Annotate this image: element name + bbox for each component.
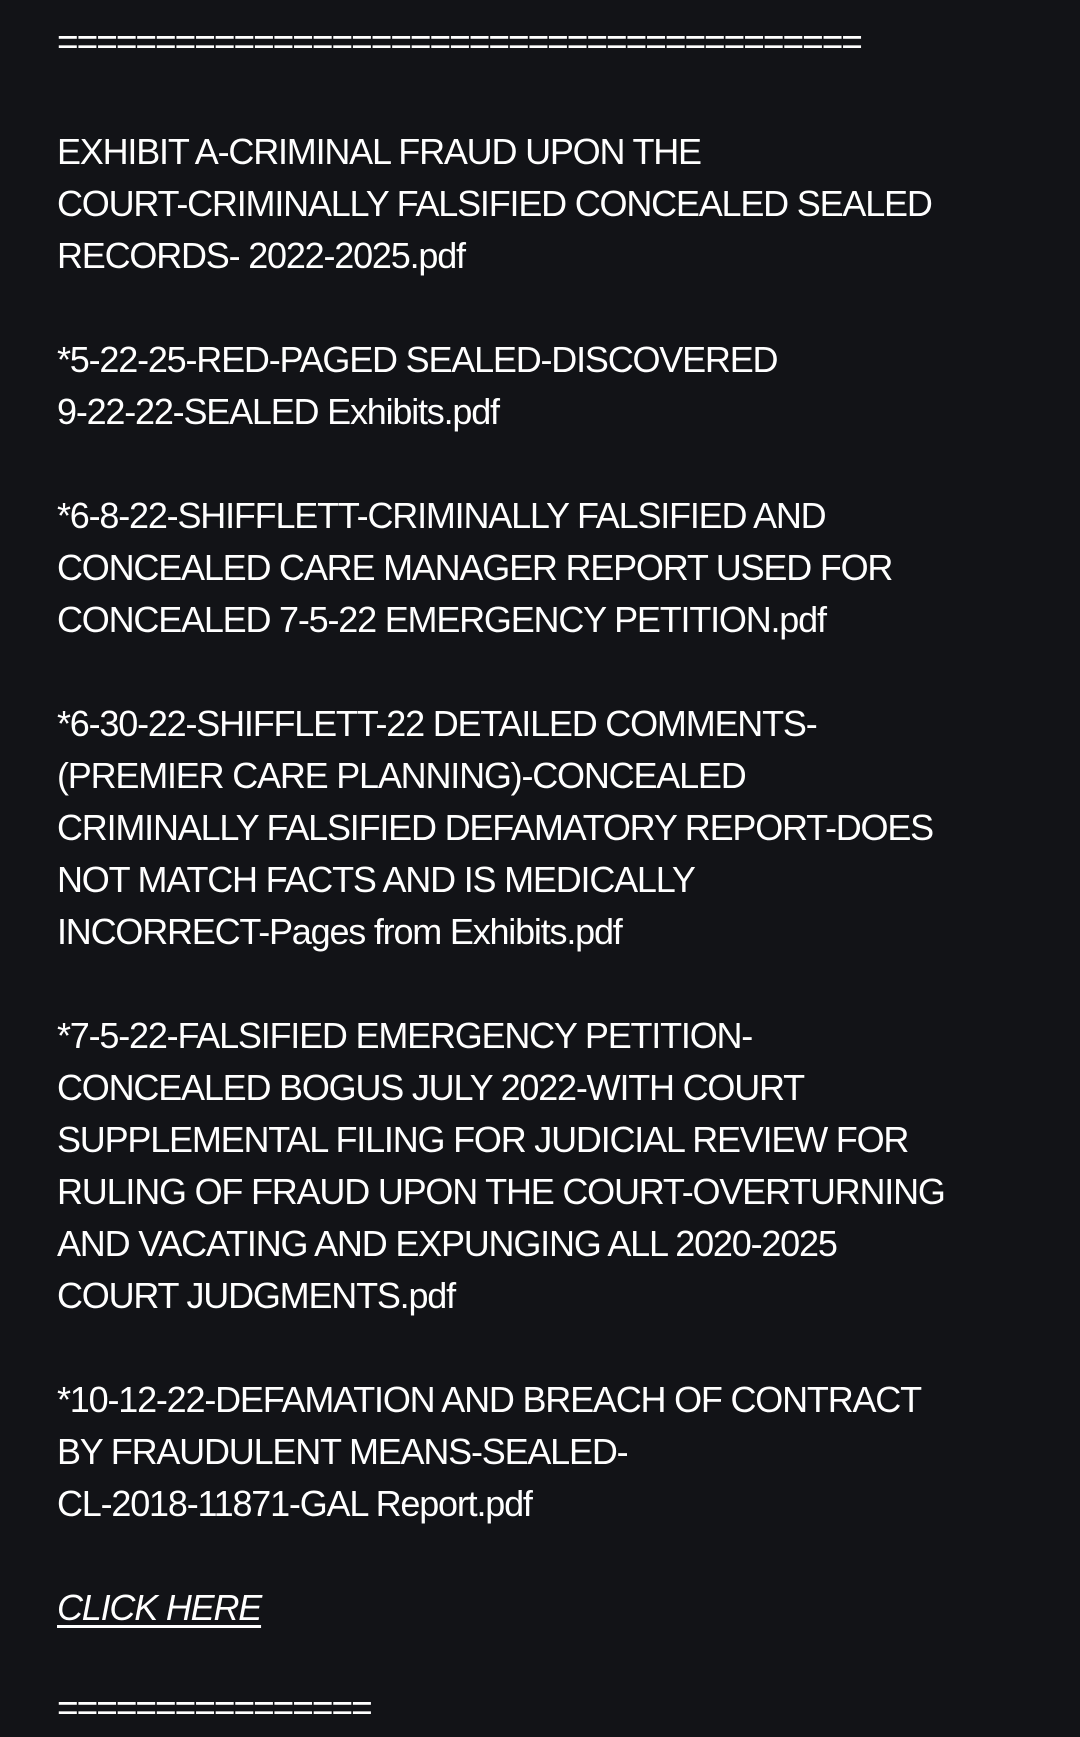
- exhibit-item-line: *10-12-22-DEFAMATION AND BREACH OF CONTRACT: [57, 1379, 921, 1420]
- exhibit-item-line: EXHIBIT A-CRIMINAL FRAUD UPON THE: [57, 131, 701, 172]
- exhibit-item-line: CONCEALED 7-5-22 EMERGENCY PETITION.pdf: [57, 599, 826, 640]
- click-here-link[interactable]: CLICK HERE: [57, 1587, 262, 1628]
- exhibit-item-line: *6-30-22-SHIFFLETT-22 DETAILED COMMENTS-: [57, 703, 817, 744]
- exhibit-item: [57, 1374, 1047, 1530]
- exhibit-item-line: CL-2018-11871-GAL Report.pdf: [57, 1483, 532, 1524]
- exhibit-item-line: SUPPLEMENTAL FILING FOR JUDICIAL REVIEW FOR: [57, 1119, 909, 1160]
- exhibit-item-line: 9-22-22-SEALED Exhibits.pdf: [57, 391, 499, 432]
- exhibit-item: [57, 698, 1047, 958]
- divider-top: =========================================: [57, 21, 861, 62]
- exhibit-item-line: RULING OF FRAUD UPON THE COURT-OVERTURNING: [57, 1171, 945, 1212]
- exhibit-item-line: AND VACATING AND EXPUNGING ALL 2020-2025: [57, 1223, 837, 1264]
- exhibit-item-line: RECORDS- 2022-2025.pdf: [57, 235, 465, 276]
- exhibit-item-line: COURT JUDGMENTS.pdf: [57, 1275, 455, 1316]
- exhibit-item-line: (PREMIER CARE PLANNING)-CONCEALED: [57, 755, 746, 796]
- exhibit-item: [57, 1010, 1047, 1322]
- exhibit-item-line: BY FRAUDULENT MEANS-SEALED-: [57, 1431, 628, 1472]
- exhibit-item: [57, 490, 1047, 646]
- message-content: [57, 20, 1047, 1730]
- exhibit-item-line: COURT-CRIMINALLY FALSIFIED CONCEALED SEALED: [57, 183, 932, 224]
- exhibit-item-line: CONCEALED BOGUS JULY 2022-WITH COURT: [57, 1067, 804, 1108]
- exhibit-item-line: *7-5-22-FALSIFIED EMERGENCY PETITION-: [57, 1015, 753, 1056]
- exhibit-item: [57, 334, 1047, 438]
- exhibit-item-line: CRIMINALLY FALSIFIED DEFAMATORY REPORT-DOES: [57, 807, 933, 848]
- exhibit-item: [57, 126, 1047, 282]
- exhibit-item-line: *5-22-25-RED-PAGED SEALED-DISCOVERED: [57, 339, 778, 380]
- exhibit-item-line: *6-8-22-SHIFFLETT-CRIMINALLY FALSIFIED AND: [57, 495, 826, 536]
- divider-bottom: ================: [57, 1687, 371, 1728]
- exhibit-item-line: INCORRECT-Pages from Exhibits.pdf: [57, 911, 622, 952]
- exhibit-item-line: NOT MATCH FACTS AND IS MEDICALLY: [57, 859, 695, 900]
- exhibit-item-line: CONCEALED CARE MANAGER REPORT USED FOR: [57, 547, 893, 588]
